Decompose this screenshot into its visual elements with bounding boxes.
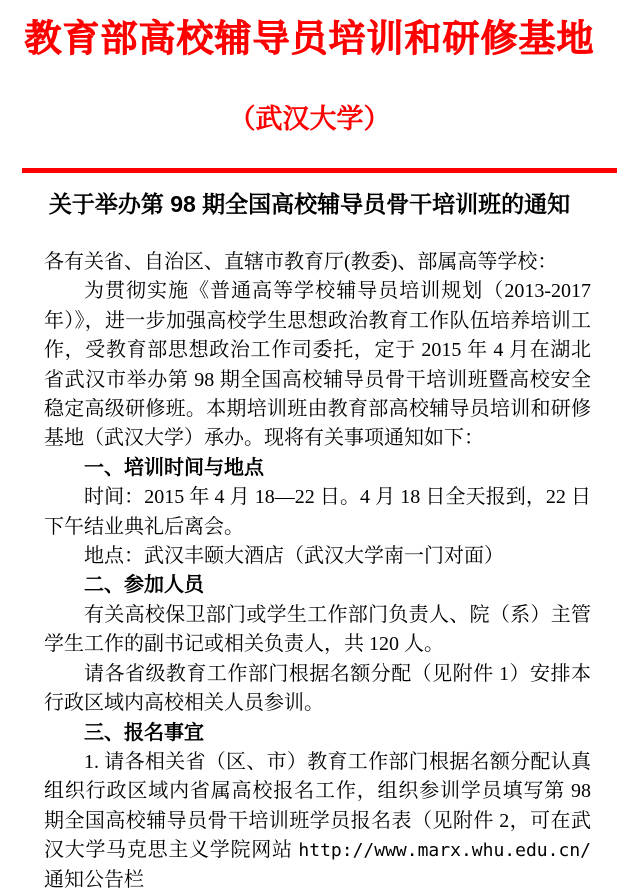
signup-url: http://www.marx.whu.edu.cn/ <box>298 840 591 862</box>
intro-paragraph: 为贯彻实施《普通高等学校辅导员培训规划（2013-2017 年）》，进一步加强高校学生思想政治教育工作队伍培养培训工作，受教育部思想政治工作司委托，定于 2015 年 4 月在湖北省武汉市举办第 98 期全国高校辅导员骨干培训班暨高校安全稳定高级研修班。本期培训班由教育部高校辅导员培训和研修基地（武汉大学）承办。现将有关事项通知如下： <box>44 280 591 450</box>
letterhead-org-subtitle: （武汉大学） <box>228 104 391 134</box>
section-heading-signup: 三、报名事宜 <box>84 721 204 744</box>
notice-body <box>44 248 591 891</box>
letterhead-org-title: 教育部高校辅导员培训和研修基地 <box>24 19 595 60</box>
signup-paragraph <box>44 748 591 895</box>
place-paragraph: 地点：武汉丰颐大酒店（武汉大学南一门对面） <box>84 545 504 568</box>
section-heading-participants: 二、参加人员 <box>84 574 204 597</box>
participants-paragraph: 有关高校保卫部门或学生工作部门负责人、院（系）主管学生工作的副书记或相关负责人，共 120 人。 <box>44 603 591 656</box>
time-paragraph: 时间：2015 年 4 月 18—22 日。4 月 18 日全天报到，22 日下午结业典礼后离会。 <box>44 486 591 538</box>
signup-text-after: 通知公告栏 <box>44 868 144 891</box>
notice-title: 关于举办第 98 期全国高校辅导员骨干培训班的通知 <box>48 191 571 217</box>
letterhead-divider-rule <box>22 168 617 173</box>
quota-paragraph: 请各省级教育工作部门根据名额分配（见附件 1）安排本行政区域内高校相关人员参训。 <box>44 662 591 715</box>
signup-text-before: 1. 请各相关省（区、市）教育工作部门根据名额分配认真组织行政区域内省属高校报名工作，组织参训学员填写第 98 期全国高校辅导员骨干培训班学员报名表（见附件 2，可在武汉大学马克思主义学院网站 <box>44 750 591 862</box>
salutation-line: 各有关省、自治区、直辖市教育厅(教委)、部属高等学校： <box>44 251 558 273</box>
section-heading-time-place: 一、培训时间与地点 <box>84 456 264 479</box>
